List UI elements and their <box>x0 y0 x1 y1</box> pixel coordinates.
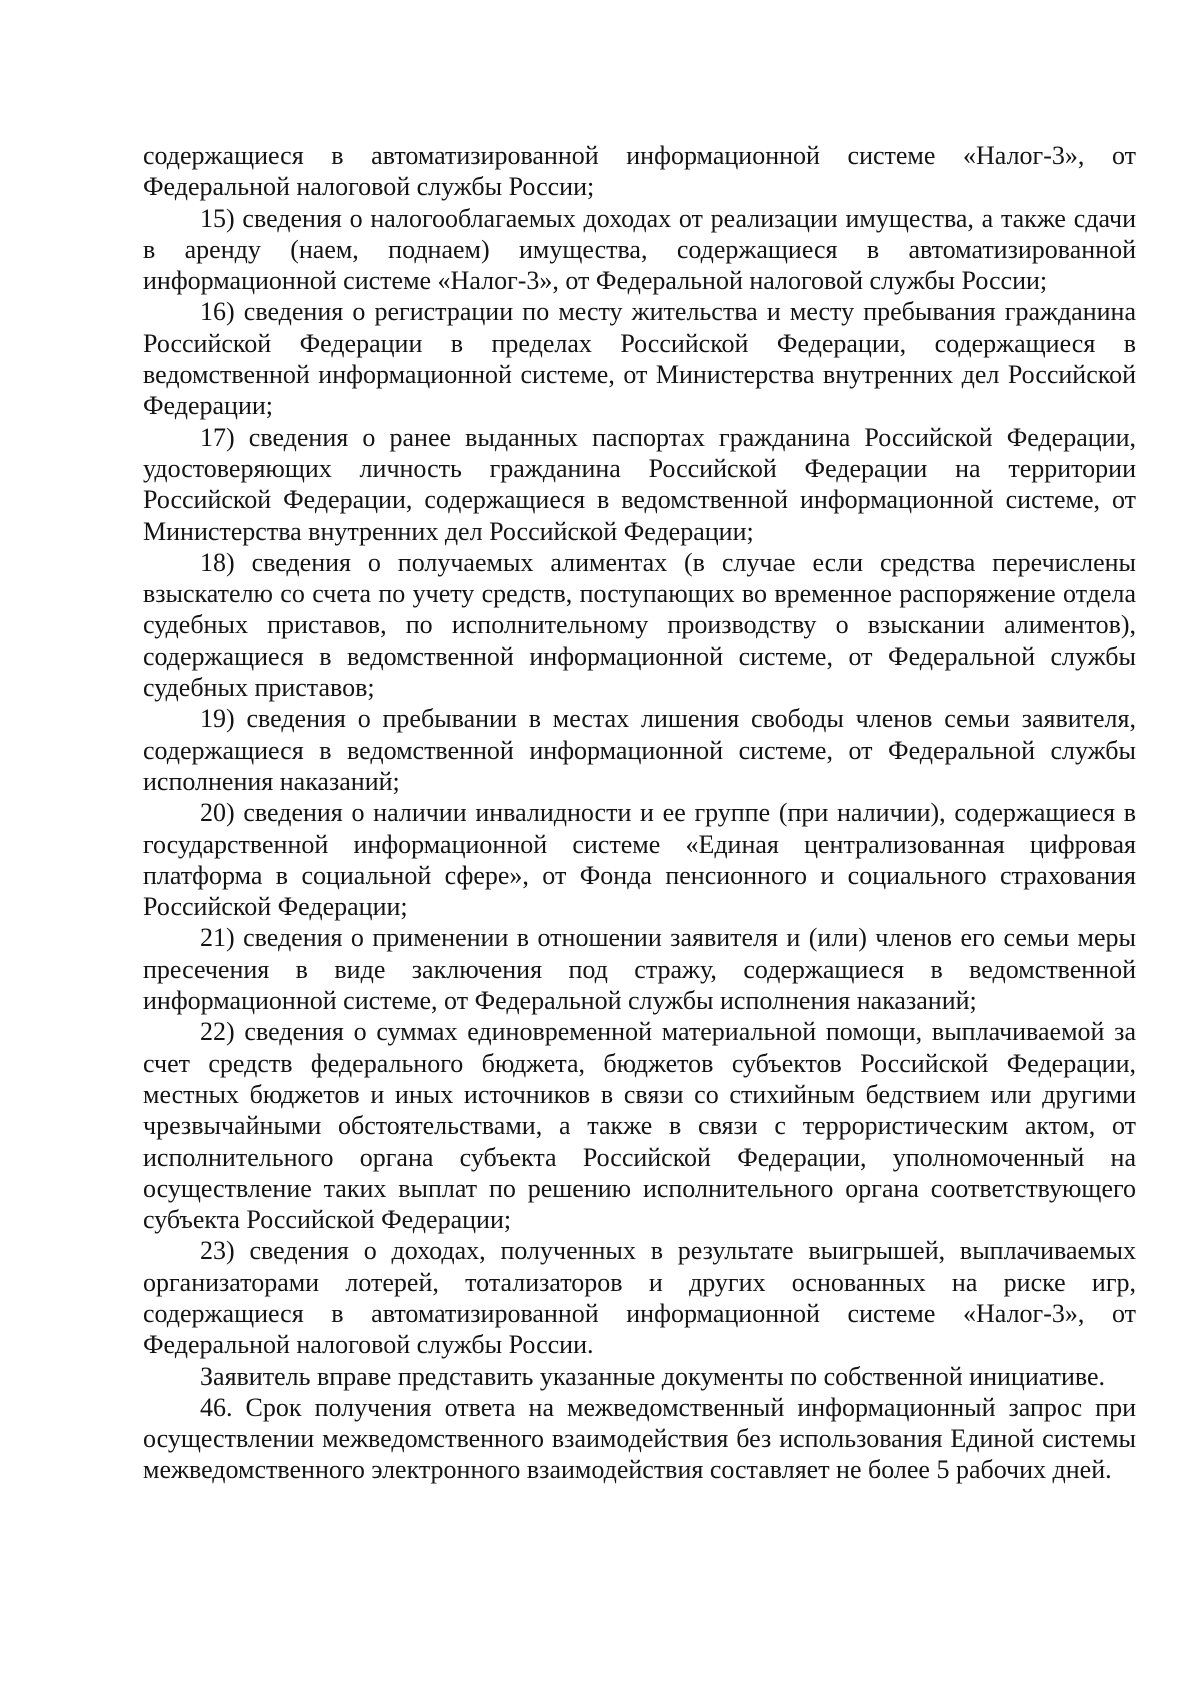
paragraph-item-18: 18) сведения о получаемых алиментах (в случае если средства перечислены взыскателю со счета по учету средств, поступающих во временное распоряжение отдела судебных приставов, по исполнительному производству о взыскании алиментов), содержащиеся в ведомственной информационной системе, от Федеральной службы судебных приставов; <box>143 547 1136 703</box>
paragraph-item-20: 20) сведения о наличии инвалидности и ее группе (при наличии), содержащиеся в государственной информационной системе «Единая централизованная цифровая платформа в социальной сфере», от Фонда пенсионного и социального страхования Российской Федерации; <box>143 798 1136 922</box>
paragraph-item-22: 22) сведения о суммах единовременной материальной помощи, выплачиваемой за счет средств федерального бюджета, бюджетов субъектов Российской Федерации, местных бюджетов и иных источников в связи со стихийным бедствием или другими чрезвычайными обстоятельствами, а также в связи с террористическим актом, от исполнительного органа субъекта Российской Федерации, уполномоченный на осуществление таких выплат по решению исполнительного органа соответствующего субъекта Российской Федерации; <box>143 1017 1136 1235</box>
paragraph-item-15: 15) сведения о налогооблагаемых доходах от реализации имущества, а также сдачи в аренду (наем, поднаем) имущества, содержащиеся в автоматизированной информационной системе «Налог-3», от Федеральной налоговой службы России; <box>143 203 1136 296</box>
document-body <box>143 140 1136 1486</box>
paragraph-item-17: 17) сведения о ранее выданных паспортах гражданина Российской Федерации, удостоверяющих личность гражданина Российской Федерации на территории Российской Федерации, содержащиеся в ведомственной информационной системе, от Министерства внутренних дел Российской Федерации; <box>143 422 1136 546</box>
paragraph-item-23: 23) сведения о доходах, полученных в результате выигрышей, выплачиваемых организаторами лотерей, тотализаторов и других основанных на риске игр, содержащиеся в автоматизированной информационной системе «Налог-3», от Федеральной налоговой службы России. <box>143 1236 1136 1360</box>
paragraph-item-19: 19) сведения о пребывании в местах лишения свободы членов семьи заявителя, содержащиеся в ведомственной информационной системе, от Федеральной службы исполнения наказаний; <box>143 704 1136 796</box>
paragraph-continuation: содержащиеся в автоматизированной информационной системе «Налог-3», от Федеральной налоговой службы России; <box>143 141 1136 202</box>
paragraph-section-46: 46. Срок получения ответа на межведомственный информационный запрос при осуществлении межведомственного взаимодействия без использования Единой системы межведомственного электронного взаимодействия составляет не более 5 рабочих дней. <box>143 1392 1136 1485</box>
paragraph-applicant-right: Заявитель вправе представить указанные документы по собственной инициативе. <box>200 1361 1106 1391</box>
paragraph-item-21: 21) сведения о применении в отношении заявителя и (или) членов его семьи меры пресечения в виде заключения под стражу, содержащиеся в ведомственной информационной системе, от Федеральной службы исполнения наказаний; <box>143 923 1136 1016</box>
paragraph-item-16: 16) сведения о регистрации по месту жительства и месту пребывания гражданина Российской Федерации в пределах Российской Федерации, содержащиеся в ведомственной информационной системе, от Министерства внутренних дел Российской Федерации; <box>143 297 1136 421</box>
